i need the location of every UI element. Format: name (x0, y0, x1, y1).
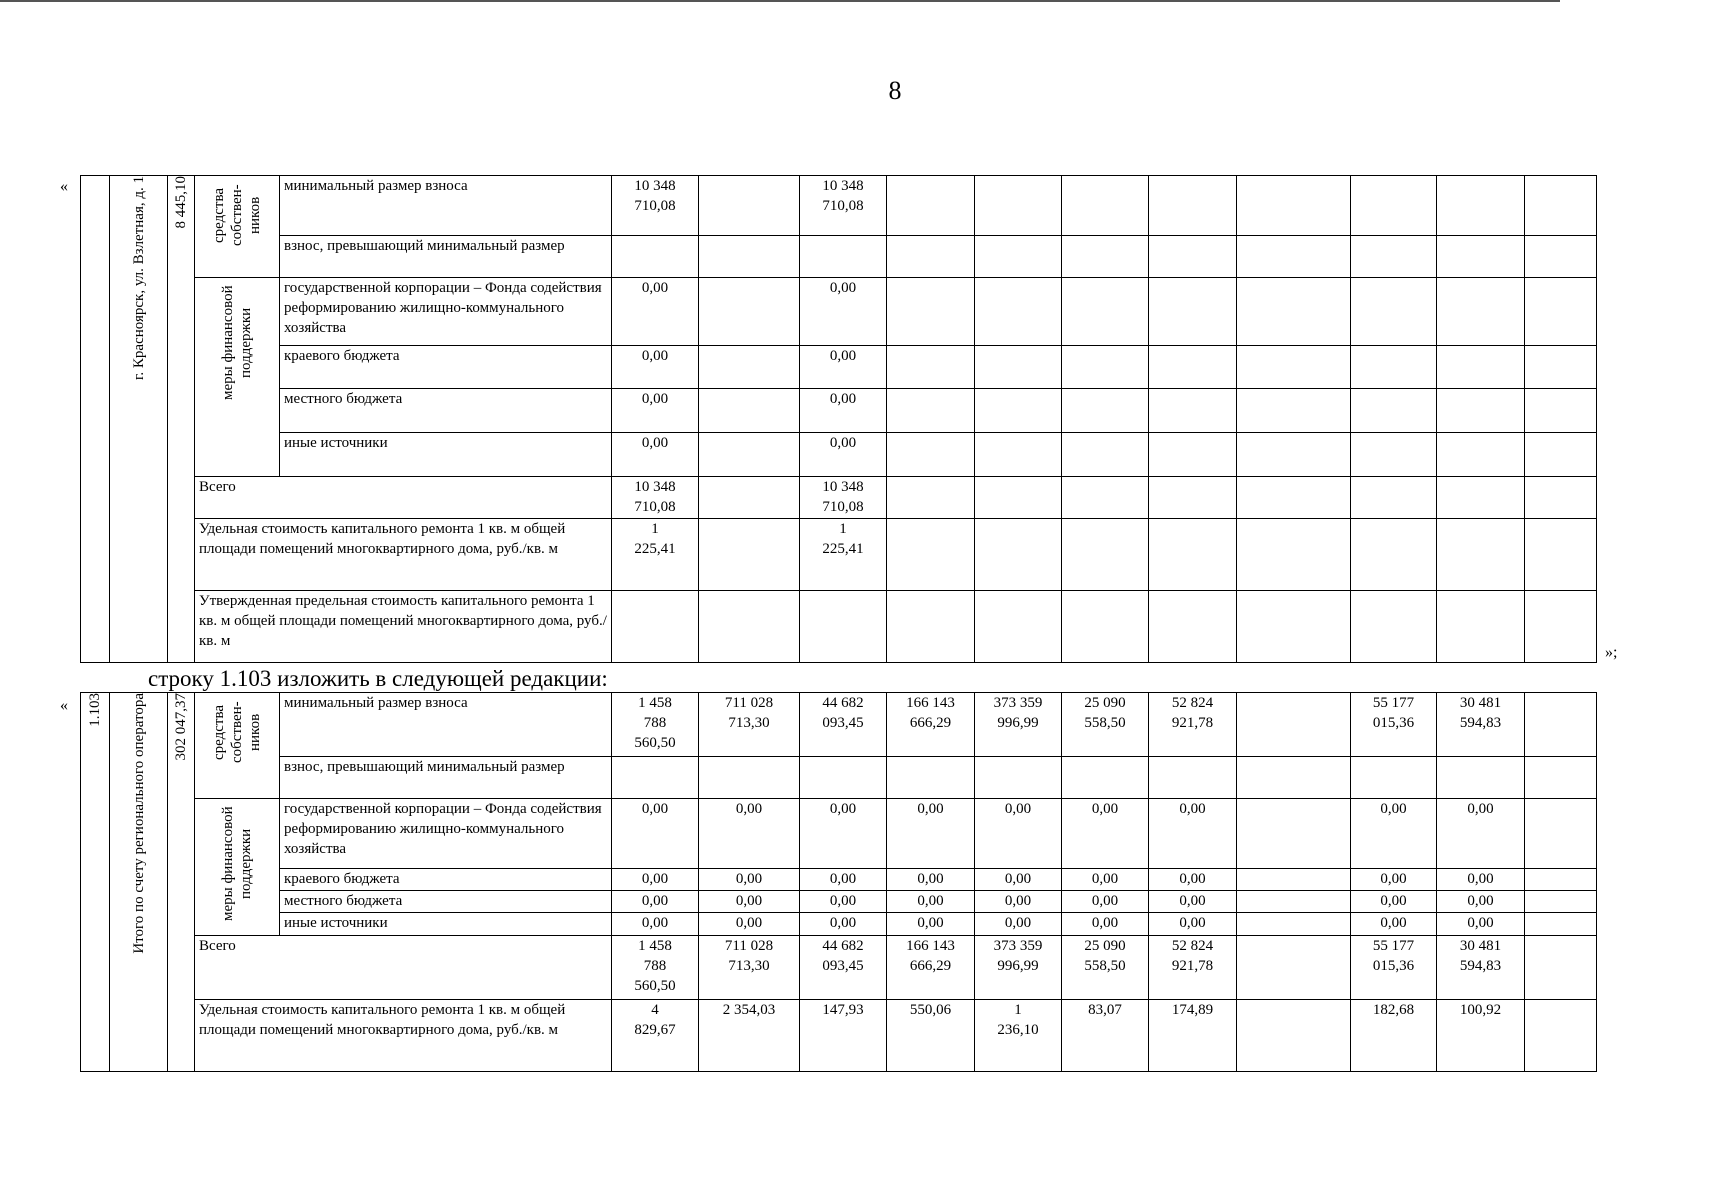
value-cell (887, 477, 975, 519)
value-cell (1525, 693, 1597, 757)
table-row (81, 591, 1597, 663)
value-cell (699, 591, 800, 663)
table-row (81, 693, 1597, 757)
value-cell: 44 682 093,45 (800, 693, 887, 757)
value-cell (1237, 346, 1351, 389)
value-cell: 30 481 594,83 (1437, 936, 1525, 1000)
value-cell (975, 519, 1062, 591)
value-cell (1237, 757, 1351, 799)
value-cell: 52 824 921,78 (1149, 936, 1237, 1000)
row-label: минимальный размер взноса (280, 693, 612, 757)
value-cell (699, 346, 800, 389)
value-cell (1149, 757, 1237, 799)
value-cell: 0,00 (1351, 913, 1437, 936)
value-cell (1062, 346, 1149, 389)
value-cell: 373 359 996,99 (975, 936, 1062, 1000)
value-cell (1237, 868, 1351, 890)
value-cell: 0,00 (1149, 868, 1237, 890)
address-cell (110, 176, 168, 663)
closing-quote: »; (1605, 644, 1618, 661)
value-cell: 0,00 (1062, 913, 1149, 936)
value-cell: 0,00 (1149, 799, 1237, 869)
row-label: Всего (195, 936, 612, 1000)
value-cell (1237, 519, 1351, 591)
top-border-line (0, 0, 1560, 2)
value-cell (1525, 278, 1597, 346)
value-cell: 0,00 (1062, 891, 1149, 913)
table-row (81, 913, 1597, 936)
value-cell (1149, 278, 1237, 346)
value-cell: 711 028 713,30 (699, 693, 800, 757)
value-cell (1351, 433, 1437, 477)
value-cell: 10 348 710,08 (800, 176, 887, 236)
value-cell (1525, 477, 1597, 519)
value-cell (800, 236, 887, 278)
value-cell (612, 591, 699, 663)
value-cell: 83,07 (1062, 1000, 1149, 1072)
group-support-cell (195, 799, 280, 936)
opening-quote: « (60, 178, 68, 195)
value-cell (699, 236, 800, 278)
value-cell: 147,93 (800, 1000, 887, 1072)
value-cell (699, 278, 800, 346)
value-cell (699, 519, 800, 591)
value-cell (1437, 433, 1525, 477)
value-cell: 0,00 (975, 799, 1062, 869)
value-cell: 25 090 558,50 (1062, 693, 1149, 757)
value-cell: 4 829,67 (612, 1000, 699, 1072)
value-cell (1525, 913, 1597, 936)
value-cell: 44 682 093,45 (800, 936, 887, 1000)
value-cell (1149, 433, 1237, 477)
value-cell (1437, 278, 1525, 346)
value-cell: 0,00 (612, 913, 699, 936)
value-cell (1237, 591, 1351, 663)
value-cell (1237, 278, 1351, 346)
value-cell (975, 757, 1062, 799)
value-cell: 55 177 015,36 (1351, 693, 1437, 757)
table-row (81, 1000, 1597, 1072)
value-cell (699, 389, 800, 433)
table-row (81, 868, 1597, 890)
value-cell (1351, 477, 1437, 519)
value-cell: 30 481 594,83 (1437, 693, 1525, 757)
value-cell (1525, 591, 1597, 663)
table-row (81, 519, 1597, 591)
value-cell: 0,00 (612, 433, 699, 477)
value-cell (699, 433, 800, 477)
value-cell (887, 591, 975, 663)
value-cell (1351, 519, 1437, 591)
value-cell: 0,00 (1062, 868, 1149, 890)
value-cell: 0,00 (800, 868, 887, 890)
table-row (81, 477, 1597, 519)
value-cell (1062, 519, 1149, 591)
value-cell: 0,00 (800, 913, 887, 936)
value-cell (1149, 346, 1237, 389)
value-cell (699, 757, 800, 799)
value-cell (1149, 389, 1237, 433)
value-cell (1437, 591, 1525, 663)
value-cell: 0,00 (800, 799, 887, 869)
value-cell (1525, 519, 1597, 591)
value-cell: 0,00 (800, 891, 887, 913)
value-cell (699, 176, 800, 236)
value-cell: 0,00 (612, 891, 699, 913)
value-cell (1237, 891, 1351, 913)
row-label: краевого бюджета (280, 346, 612, 389)
value-cell (887, 346, 975, 389)
value-cell (1062, 757, 1149, 799)
value-cell: 0,00 (1351, 868, 1437, 890)
value-cell (1525, 757, 1597, 799)
area-cell-text: 302 047,37 (173, 693, 189, 761)
value-cell (975, 591, 1062, 663)
value-cell: 0,00 (1437, 913, 1525, 936)
value-cell (1351, 236, 1437, 278)
value-cell: 2 354,03 (699, 1000, 800, 1072)
value-cell: 1 236,10 (975, 1000, 1062, 1072)
value-cell (1062, 591, 1149, 663)
value-cell (1062, 278, 1149, 346)
value-cell: 0,00 (699, 868, 800, 890)
value-cell (1525, 891, 1597, 913)
value-cell: 100,92 (1437, 1000, 1525, 1072)
value-cell: 1 458 788 560,50 (612, 693, 699, 757)
value-cell: 0,00 (699, 891, 800, 913)
row-label: местного бюджета (280, 891, 612, 913)
value-cell (1062, 236, 1149, 278)
opening-quote: « (60, 697, 68, 714)
value-cell: 1 225,41 (800, 519, 887, 591)
value-cell: 0,00 (887, 868, 975, 890)
value-cell (1437, 346, 1525, 389)
top-table (80, 175, 1597, 663)
table-row (81, 891, 1597, 913)
row-label: местного бюджета (280, 389, 612, 433)
value-cell (1525, 346, 1597, 389)
value-cell (975, 176, 1062, 236)
value-cell (1437, 757, 1525, 799)
table-row (81, 176, 1597, 236)
area-cell-text: 8 445,10 (173, 176, 189, 229)
value-cell: 0,00 (887, 799, 975, 869)
value-cell (1351, 389, 1437, 433)
value-cell (1525, 176, 1597, 236)
table-row (81, 433, 1597, 477)
value-cell: 0,00 (1351, 891, 1437, 913)
value-cell (1062, 176, 1149, 236)
value-cell (1237, 799, 1351, 869)
row-number-cell (81, 176, 110, 663)
value-cell (1437, 389, 1525, 433)
row-label: минимальный размер взноса (280, 176, 612, 236)
value-cell: 55 177 015,36 (1351, 936, 1437, 1000)
value-cell (887, 176, 975, 236)
table-row (81, 236, 1597, 278)
row-label: государственной корпорации – Фонда содействия реформированию жилищно-коммунального хозяйства (280, 278, 612, 346)
value-cell: 373 359 996,99 (975, 693, 1062, 757)
value-cell (887, 236, 975, 278)
value-cell (1351, 278, 1437, 346)
value-cell (887, 757, 975, 799)
row-label: Утвержденная предельная стоимость капитального ремонта 1 кв. м общей площади помещений многоквартирного дома, руб./кв. м (195, 591, 612, 663)
value-cell: 0,00 (1437, 868, 1525, 890)
area-cell (168, 693, 195, 1072)
value-cell: 0,00 (887, 913, 975, 936)
value-cell (1351, 176, 1437, 236)
group-label: меры финансовой поддержки (220, 806, 254, 922)
address-cell-text: Итого по счету регионального оператора (130, 693, 147, 954)
value-cell: 0,00 (800, 346, 887, 389)
value-cell: 0,00 (612, 278, 699, 346)
value-cell: 166 143 666,29 (887, 936, 975, 1000)
value-cell (1237, 477, 1351, 519)
value-cell: 0,00 (887, 891, 975, 913)
value-cell: 0,00 (1437, 891, 1525, 913)
row-label: краевого бюджета (280, 868, 612, 890)
value-cell (1062, 433, 1149, 477)
page-number: 8 (888, 76, 902, 105)
group-label: средства собствен-ников (211, 701, 263, 763)
value-cell: 182,68 (1351, 1000, 1437, 1072)
value-cell (975, 278, 1062, 346)
value-cell (1437, 176, 1525, 236)
table-row (81, 757, 1597, 799)
table-row (81, 936, 1597, 1000)
value-cell (1149, 236, 1237, 278)
value-cell (1525, 236, 1597, 278)
value-cell: 0,00 (800, 389, 887, 433)
value-cell (1062, 477, 1149, 519)
value-cell (887, 433, 975, 477)
value-cell (887, 519, 975, 591)
row-label: Удельная стоимость капитального ремонта 1 кв. м общей площади помещений многоквартирного дома, руб./кв. м (195, 519, 612, 591)
value-cell (1351, 346, 1437, 389)
table-row (81, 799, 1597, 869)
value-cell (612, 757, 699, 799)
value-cell (1525, 799, 1597, 869)
value-cell (887, 389, 975, 433)
row-label: Всего (195, 477, 612, 519)
value-cell: 711 028 713,30 (699, 936, 800, 1000)
value-cell (1437, 477, 1525, 519)
value-cell (1525, 433, 1597, 477)
group-label: средства собствен-ников (211, 184, 263, 246)
value-cell (1525, 868, 1597, 890)
value-cell (1149, 477, 1237, 519)
value-cell (975, 389, 1062, 433)
value-cell (975, 477, 1062, 519)
value-cell (975, 433, 1062, 477)
value-cell: 0,00 (1351, 799, 1437, 869)
group-owners-cell (195, 693, 280, 799)
value-cell (1062, 389, 1149, 433)
value-cell (1237, 389, 1351, 433)
bottom-table (80, 692, 1597, 1072)
value-cell (1351, 757, 1437, 799)
table-row (81, 278, 1597, 346)
value-cell: 0,00 (1062, 799, 1149, 869)
value-cell: 1 225,41 (612, 519, 699, 591)
value-cell (1437, 236, 1525, 278)
value-cell: 0,00 (612, 868, 699, 890)
group-support-cell (195, 278, 280, 477)
value-cell (1149, 176, 1237, 236)
row-label: иные источники (280, 913, 612, 936)
value-cell (975, 346, 1062, 389)
value-cell (1437, 519, 1525, 591)
value-cell (1525, 389, 1597, 433)
value-cell: 25 090 558,50 (1062, 936, 1149, 1000)
value-cell (1237, 936, 1351, 1000)
address-cell-text: г. Красноярск, ул. Взлетная, д. 1 (130, 176, 147, 381)
value-cell: 0,00 (975, 913, 1062, 936)
value-cell: 10 348 710,08 (612, 477, 699, 519)
value-cell (1237, 693, 1351, 757)
value-cell (975, 236, 1062, 278)
caption-text: строку 1.103 изложить в следующей редакции: (148, 666, 608, 691)
value-cell (1351, 591, 1437, 663)
value-cell (1237, 913, 1351, 936)
row-label: государственной корпорации – Фонда содействия реформированию жилищно-коммунального хозяйства (280, 799, 612, 869)
value-cell: 0,00 (612, 799, 699, 869)
value-cell (1237, 1000, 1351, 1072)
value-cell (1237, 236, 1351, 278)
value-cell: 550,06 (887, 1000, 975, 1072)
value-cell (1237, 433, 1351, 477)
value-cell: 1 458 788 560,50 (612, 936, 699, 1000)
row-label: взнос, превышающий минимальный размер (280, 757, 612, 799)
group-owners-cell (195, 176, 280, 278)
value-cell: 0,00 (800, 278, 887, 346)
value-cell (800, 757, 887, 799)
value-cell: 0,00 (975, 891, 1062, 913)
value-cell: 0,00 (1437, 799, 1525, 869)
value-cell (1525, 1000, 1597, 1072)
value-cell (887, 278, 975, 346)
table-row (81, 346, 1597, 389)
value-cell: 0,00 (975, 868, 1062, 890)
value-cell: 52 824 921,78 (1149, 693, 1237, 757)
value-cell (1149, 591, 1237, 663)
value-cell: 0,00 (1149, 891, 1237, 913)
value-cell: 0,00 (699, 913, 800, 936)
value-cell: 0,00 (612, 389, 699, 433)
value-cell (800, 591, 887, 663)
value-cell: 174,89 (1149, 1000, 1237, 1072)
table-row (81, 389, 1597, 433)
row-number-cell (81, 693, 110, 1072)
group-label: меры финансовой поддержки (220, 285, 254, 401)
value-cell: 0,00 (1149, 913, 1237, 936)
value-cell (699, 477, 800, 519)
row-label: иные источники (280, 433, 612, 477)
value-cell (1237, 176, 1351, 236)
value-cell: 10 348 710,08 (612, 176, 699, 236)
value-cell: 166 143 666,29 (887, 693, 975, 757)
value-cell: 0,00 (699, 799, 800, 869)
value-cell: 0,00 (612, 346, 699, 389)
value-cell: 10 348 710,08 (800, 477, 887, 519)
area-cell (168, 176, 195, 663)
row-label: взнос, превышающий минимальный размер (280, 236, 612, 278)
value-cell (612, 236, 699, 278)
row-label: Удельная стоимость капитального ремонта 1 кв. м общей площади помещений многоквартирного дома, руб./кв. м (195, 1000, 612, 1072)
address-cell (110, 693, 168, 1072)
value-cell: 0,00 (800, 433, 887, 477)
row-number-cell-text: 1.103 (87, 693, 103, 727)
value-cell (1149, 519, 1237, 591)
value-cell (1525, 936, 1597, 1000)
